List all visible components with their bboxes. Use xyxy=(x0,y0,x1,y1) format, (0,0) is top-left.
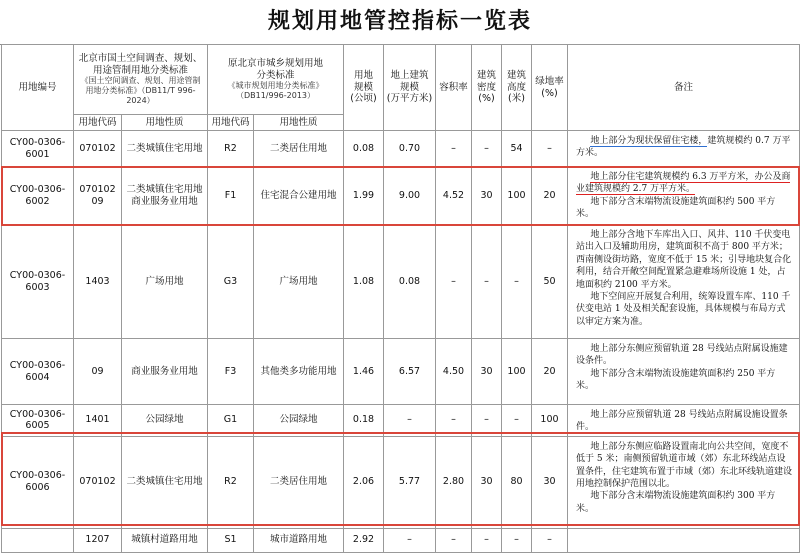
height: 80 xyxy=(502,436,532,528)
density: – xyxy=(472,131,502,167)
land-nature: 公园绿地 xyxy=(122,405,208,437)
remarks xyxy=(568,339,800,405)
land-code: 1401 xyxy=(74,405,122,437)
density: 30 xyxy=(472,167,502,225)
far: 4.50 xyxy=(436,339,472,405)
above-gfa: 0.08 xyxy=(384,225,436,339)
header-orig-std-line4: （DB11/996-2013） xyxy=(235,91,316,101)
page-title: 规划用地管控指标一览表 xyxy=(0,0,800,45)
above-gfa: 0.70 xyxy=(384,131,436,167)
old-code: R2 xyxy=(208,436,254,528)
old-code: F3 xyxy=(208,339,254,405)
header-above-gfa: 地上建筑 规模 (万平方米) xyxy=(384,45,436,131)
land-nature: 二类城镇住宅用地 xyxy=(122,436,208,528)
old-nature: 其他类多功能用地 xyxy=(254,339,344,405)
remarks-line: 办公及商业建筑规模约 2.7 万平方米。 xyxy=(576,172,791,195)
green-ratio: 20 xyxy=(532,339,568,405)
land-nature: 商业服务业用地 xyxy=(122,339,208,405)
height: – xyxy=(502,528,532,552)
header-orig-std-line3: 《城市规划用地分类标准》 xyxy=(227,81,324,91)
density: – xyxy=(472,405,502,437)
header-beijing-std-line1: 北京市国土空间调查、规划、 xyxy=(78,52,203,64)
land-code: 1403 xyxy=(74,225,122,339)
table-row xyxy=(2,167,800,225)
land-code: 070102 xyxy=(74,436,122,528)
subheader-code: 用地代码 xyxy=(74,115,122,131)
remarks xyxy=(568,225,800,339)
land-area: 1.99 xyxy=(344,167,384,225)
above-gfa: – xyxy=(384,405,436,437)
old-nature: 住宅混合公建用地 xyxy=(254,167,344,225)
far: – xyxy=(436,405,472,437)
old-nature: 二类居住用地 xyxy=(254,131,344,167)
land-code: 070102 xyxy=(74,131,122,167)
remarks-line: 地下部分含末端物流设施建筑面积约 250 平方米。 xyxy=(576,368,776,392)
header-row xyxy=(2,45,800,115)
header-far: 容积率 xyxy=(436,45,472,131)
density: 30 xyxy=(472,436,502,528)
land-area: 2.92 xyxy=(344,528,384,552)
table-row xyxy=(2,405,800,437)
plot-id: CY00-0306-6006 xyxy=(2,436,74,528)
land-area: 2.06 xyxy=(344,436,384,528)
remarks xyxy=(568,528,800,552)
far: – xyxy=(436,225,472,339)
above-gfa: 9.00 xyxy=(384,167,436,225)
plot-id: CY00-0306-6001 xyxy=(2,131,74,167)
remarks-line: 地下空间应开展复合利用，统筹设置车库、110 千伏变电站 1 处及相关配套设施，具体规模与布局方式以审定方案为准。 xyxy=(576,292,791,327)
header-density: 建筑 密度 (%) xyxy=(472,45,502,131)
density: – xyxy=(472,528,502,552)
height: – xyxy=(502,225,532,339)
land-use-table xyxy=(1,44,800,553)
land-nature: 二类城镇住宅用地 xyxy=(122,131,208,167)
remarks xyxy=(568,405,800,437)
plot-id: CY00-0306-6002 xyxy=(2,167,74,225)
old-code: F1 xyxy=(208,167,254,225)
old-nature: 公园绿地 xyxy=(254,405,344,437)
plot-id: CY00-0306-6005 xyxy=(2,405,74,437)
plot-id: CY00-0306-6003 xyxy=(2,225,74,339)
old-nature: 二类居住用地 xyxy=(254,436,344,528)
header-beijing-standard xyxy=(74,45,208,115)
old-code: G1 xyxy=(208,405,254,437)
height: 100 xyxy=(502,339,532,405)
table-row xyxy=(2,528,800,552)
green-ratio: 30 xyxy=(532,436,568,528)
green-ratio: 20 xyxy=(532,167,568,225)
height: – xyxy=(502,405,532,437)
land-code: 09 xyxy=(74,339,122,405)
header-orig-std-line2: 分类标准 xyxy=(256,69,295,81)
land-nature: 广场用地 xyxy=(122,225,208,339)
remarks xyxy=(568,167,800,225)
old-code: G3 xyxy=(208,225,254,339)
height: 100 xyxy=(502,167,532,225)
header-beijing-std-line3: 《国土空间调查、规划、用途管制 xyxy=(80,76,201,86)
density: 30 xyxy=(472,339,502,405)
green-ratio: 50 xyxy=(532,225,568,339)
green-ratio: 100 xyxy=(532,405,568,437)
land-code: 070102 09 xyxy=(74,167,122,225)
header-beijing-std-line4: 用地分类标准》（DB11/T 996-2024） xyxy=(85,86,196,106)
header-green-ratio: 绿地率 (%) xyxy=(532,45,568,131)
remarks-line: 地下部分含末端物流设施建筑面积约 500 平方米。 xyxy=(576,196,776,220)
far: – xyxy=(436,528,472,552)
above-gfa: 6.57 xyxy=(384,339,436,405)
land-area: 1.08 xyxy=(344,225,384,339)
remarks-line: 地上部分东侧应预留轨道 28 号线站点附属设施建设条件。 xyxy=(576,344,788,367)
remarks-line: 地下部分含末端物流设施建筑面积约 300 平方米。 xyxy=(576,491,776,514)
remarks xyxy=(568,131,800,167)
remarks-line: 建筑规模约 0.7 万平方米。 xyxy=(576,136,791,159)
land-area: 0.18 xyxy=(344,405,384,437)
land-nature: 城镇村道路用地 xyxy=(122,528,208,552)
remarks-line: 地上部分东侧应临路设置南北向公共空间，宽度不低于 5 米；南侧预留轨道市域（郊）东北环线站点设置条件，住宅建筑布置于市域（郊）东北环线轨道建设用地控制保护范围以北。 xyxy=(576,441,793,490)
old-code: S1 xyxy=(208,528,254,552)
header-plot-id: 用地编号 xyxy=(2,45,74,131)
header-original-standard xyxy=(208,45,344,115)
subheader-old-code: 用地代码 xyxy=(208,115,254,131)
above-gfa: – xyxy=(384,528,436,552)
above-gfa: 5.77 xyxy=(384,436,436,528)
subheader-old-nature: 用地性质 xyxy=(254,115,344,131)
table-row xyxy=(2,436,800,528)
land-area: 1.46 xyxy=(344,339,384,405)
old-code: R2 xyxy=(208,131,254,167)
far: 4.52 xyxy=(436,167,472,225)
header-land-area: 用地 规模 (公顷) xyxy=(344,45,384,131)
green-ratio: – xyxy=(532,131,568,167)
land-code: 1207 xyxy=(74,528,122,552)
plot-id xyxy=(2,528,74,552)
density: – xyxy=(472,225,502,339)
old-nature: 城市道路用地 xyxy=(254,528,344,552)
land-area: 0.08 xyxy=(344,131,384,167)
far: 2.80 xyxy=(436,436,472,528)
land-nature: 二类城镇住宅用地 商业服务业用地 xyxy=(122,167,208,225)
header-height: 建筑 高度 (米) xyxy=(502,45,532,131)
subheader-nature: 用地性质 xyxy=(122,115,208,131)
green-ratio: – xyxy=(532,528,568,552)
header-beijing-std-line2: 用途管制用地分类标准 xyxy=(92,64,188,76)
remarks-line: 地上部分为现状保留住宅楼， xyxy=(590,136,708,146)
table-row xyxy=(2,131,800,167)
remarks xyxy=(568,436,800,528)
height: 54 xyxy=(502,131,532,167)
table-row xyxy=(2,225,800,339)
table-row xyxy=(2,339,800,405)
plot-id: CY00-0306-6004 xyxy=(2,339,74,405)
header-orig-std-line1: 原北京市城乡规划用地 xyxy=(227,57,323,69)
header-remarks: 备注 xyxy=(568,45,800,131)
remarks-line: 地上部分应预留轨道 28 号线站点附属设施设置条件。 xyxy=(576,410,788,433)
old-nature: 广场用地 xyxy=(254,225,344,339)
remarks-line: 地上部分住宅建筑规模约 6.3 万平方米， xyxy=(590,172,755,182)
far: – xyxy=(436,131,472,167)
remarks-line: 地上部分含地下车库出入口、风井、110 千伏变电站出入口及辅助用房，建筑面积不高于 800 平方米；西南侧设街坊路，宽度不低于 15 米；引导地块复合化利用，结合开敞空间配置紧急避难场所设施 1 处，占地面积约 2100 平方米。 xyxy=(576,230,792,290)
